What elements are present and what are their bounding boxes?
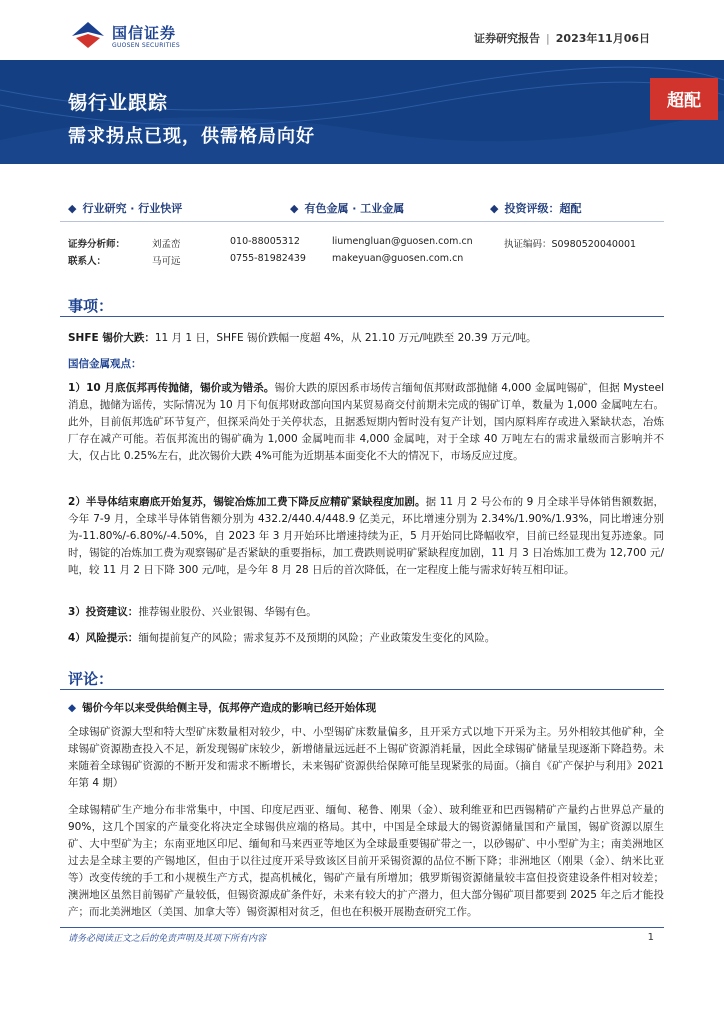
brand-name-en: GUOSEN SECURITIES	[112, 42, 181, 49]
event-heading: 事项：	[68, 297, 114, 315]
analyst-phone: 010-88005312	[230, 236, 300, 247]
divider	[60, 689, 664, 690]
report-subtitle: 需求拐点已现，供需格局向好	[68, 126, 315, 147]
footer-divider	[60, 927, 664, 928]
view-point-1: 1）10 月底佤邦再传抛储，锡价或为错杀。锡价大跌的原因系市场传言缅甸佤邦财政部抛储 4,000 金属吨锡矿，但据 Mysteel 消息，抛储为谣传，实际情况为 10 月下旬佤邦财政部向国内某贸易商交付前期未完成的锡矿订单，数量为 1,000 金属吨左右。此外，目前佤邦选矿环节复产，但探采尚处于关停状态，且据悉短期内暂时没有复产计划，国内原料库存或进入紧缺状态，冶炼厂存在减产可能。若佤邦流出的锡矿确为 1,000 金属吨而非 4,000 金属吨，对于全球 40 万吨左右的需求量级而言影响并不大，仅占比 0.25%左右，此次锡价大跌 4%可能为近期基本面变化不大的情况下，市场反应过度。	[68, 382, 664, 462]
brand-name-cn: 国信证券	[112, 24, 177, 42]
comment-heading: 评论：	[68, 670, 114, 688]
report-date: 2023年11月06日	[555, 32, 650, 45]
views-heading: 国信金属观点：	[68, 358, 142, 370]
report-title: 锡行业跟踪	[68, 92, 169, 114]
guosen-logo-icon	[70, 20, 106, 50]
analyst-license: 执证编码：S0980520040001	[504, 239, 637, 250]
analyst-name: 刘孟峦	[152, 239, 181, 250]
diamond-icon: ◆	[68, 702, 77, 714]
diamond-icon: ◆	[68, 202, 77, 215]
analyst-email[interactable]: liumengluan@guosen.com.cn	[332, 236, 473, 247]
view-point-4: 4）风险提示：缅甸提前复产的风险；需求复苏不及预期的风险；产业政策发生变化的风险。	[68, 632, 496, 644]
tag-category: ◆ 行业研究 · 行业快评	[68, 202, 183, 215]
view-point-2: 2）半导体结束磨底开始复苏，锡锭冶炼加工费下降反应精矿紧缺程度加剧。据 11 月 2 号公布的 9 月全球半导体销售额数据，今年 7-9 月，全球半导体销售额分别为 432.2/440.4/448.9 亿美元，环比增速分别为 2.34%/1.90%/1.93%，同比增速分别为-11.80%/-6.80%/-4.50%，自 2023 年 3 月开始环比增速持续为正，5 月开始同比降幅收窄，目前已经显现出复苏迹象。同时，锡锭的冶炼加工费为观察锡矿是否紧缺的重要指标，加工费跌则说明矿紧缺程度加剧，11 月 3 日冶炼加工费为 12,700 元/吨，较 11 月 2 日下降 300 元/吨，是今年 8 月 28 日后的首次降低，在一定程度上能与需求好转互相印证。	[68, 496, 665, 576]
contact-email[interactable]: makeyuan@guosen.com.cn	[332, 253, 464, 264]
report-meta: 证券研究报告 | 2023年11月06日	[474, 32, 650, 45]
footer-disclaimer: 请务必阅读正文之后的免责声明及其项下所有内容	[68, 934, 267, 944]
view-point-3: 3）投资建议：推荐锡业股份、兴业银锡、华锡有色。	[68, 606, 317, 618]
divider	[60, 221, 664, 222]
comment-bullet: ◆ 锡价今年以来受供给侧主导，佤邦停产造成的影响已经开始体现	[68, 702, 377, 714]
page-number: 1	[647, 932, 654, 943]
tag-sector: ◆ 有色金属 · 工业金属	[290, 202, 405, 215]
tag-rating: ◆ 投资评级：超配	[490, 202, 582, 215]
diamond-icon: ◆	[290, 202, 299, 215]
diamond-icon: ◆	[490, 202, 499, 215]
comment-paragraph-2: 全球锡精矿生产地分布非常集中，中国、印度尼西亚、缅甸、秘鲁、刚果（金）、玻利维亚和巴西锡精矿产量约占世界总产量的 90%，这几个国家的产量变化将决定全球锡供应端的格局。其中，中国是全球最大的锡资源储量国和产量国，锡矿资源以原生矿、大中型矿为主；东南亚地区印尼、缅甸和马来西亚等地区为全球最重要锡矿带之一，以砂锡矿、中小型矿为主；南美洲地区过去是全球主要的产锡地区，但由于以往过度开采导致该区目前开采锡资源的品位不断下降；非洲地区（刚果（金）、纳米比亚等）改变传统的手工和小规模生产方式，提高机械化，锡矿产量有所增加；俄罗斯锡资源储量较丰富但投资建设条件相对较差；澳洲地区虽然目前锡矿产量较低，但锡资源成矿条件好，未来有较大的扩产潜力，但大部分锡矿项目都要到 2025 年之后才能投产；而北美洲地区（美国、加拿大等）锡资源相对贫乏，但也在积极开展勘查研究工作。	[68, 804, 664, 918]
rating-tab-label: 超配	[667, 91, 701, 111]
contact-phone: 0755-81982439	[230, 253, 306, 264]
contact-name: 马可远	[152, 256, 181, 267]
contact-role: 联系人：	[68, 256, 107, 267]
event-paragraph: SHFE 锡价大跌：11 月 1 日，SHFE 锡价跌幅一度超 4%，从 21.10 万元/吨跌至 20.39 万元/吨。	[68, 332, 537, 344]
comment-paragraph-1: 全球锡矿资源大型和特大型矿床数量相对较少，中、小型锡矿床数量偏多，且开采方式以地下开采为主。另外相较其他矿种，全球锡矿资源勘查投入不足，新发现锡矿床较少，新增储量远远赶不上锡矿资源消耗量，因此全球锡矿储量呈现逐渐下降趋势。未来随着全球锡矿资源的不断开发和需求不断增长，未来锡矿资源供给保障可能呈现紧张的局面。（摘自《矿产保护与利用》2021 年第 4 期）	[68, 726, 664, 789]
divider	[60, 316, 664, 317]
report-type: 证券研究报告	[474, 32, 541, 45]
analyst-role: 证券分析师：	[68, 239, 126, 250]
